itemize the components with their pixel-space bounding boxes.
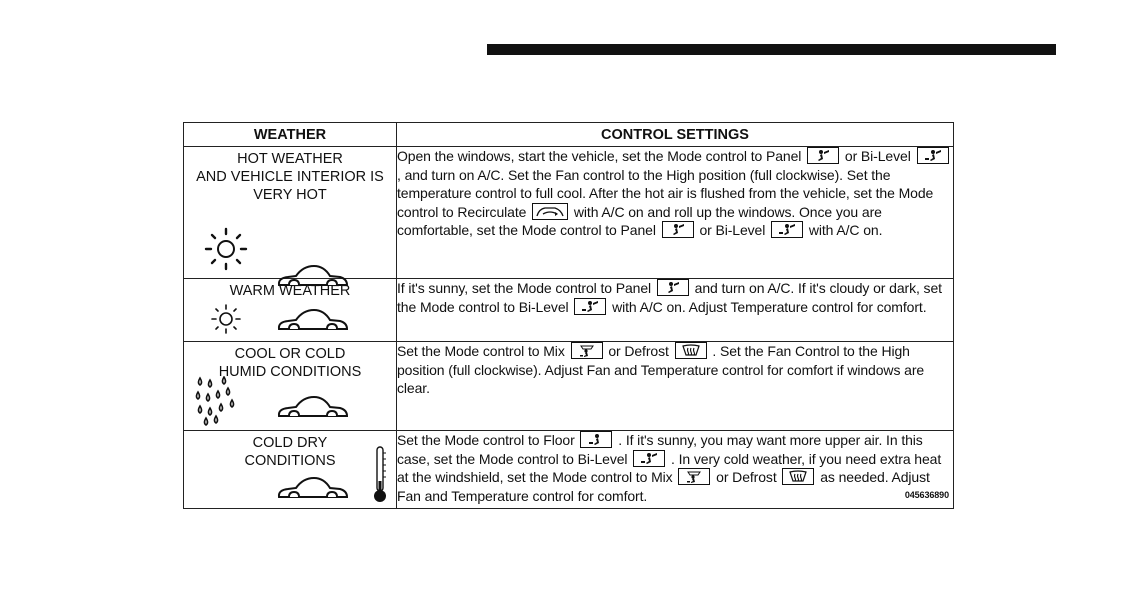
bi-level-mode-icon — [633, 450, 665, 467]
panel-mode-icon — [807, 147, 839, 164]
weather-cell — [184, 279, 397, 342]
sun-icon — [208, 301, 244, 337]
mix-mode-icon — [571, 342, 603, 359]
header-rule — [487, 44, 1056, 55]
weather-cell — [184, 431, 397, 509]
weather-cell — [184, 147, 397, 279]
weather-label: HOT WEATHER AND VEHICLE INTERIOR IS VERY HOT — [196, 151, 384, 203]
bi-level-mode-icon — [574, 298, 606, 315]
bi-level-mode-icon — [771, 221, 803, 238]
car-icon — [276, 307, 350, 337]
table-row — [184, 431, 954, 509]
weather-label: COLD DRY CONDITIONS — [244, 435, 336, 469]
recirculate-mode-icon — [532, 203, 568, 220]
bi-level-mode-icon — [917, 147, 949, 164]
raindrops-icon — [194, 376, 240, 426]
mix-mode-icon — [678, 468, 710, 485]
weather-cell — [184, 342, 397, 431]
table-header-row — [184, 123, 954, 147]
sun-icon — [202, 225, 250, 273]
car-icon — [276, 394, 350, 424]
figure-code: 045636890 — [904, 490, 949, 501]
thermometer-icon — [372, 445, 388, 503]
car-icon — [276, 475, 350, 505]
control-cell: Open the windows, start the vehicle, set the Mode control to Panel or Bi-Level , and turn on A/C. Set the Fan control to the High position (full clockwise). Set the temperature control to full cool. After the hot air is flushed from the vehicle, set the Mode control to Recirculate with A/C on and roll up the windows. Once you are comfortable, set the Mode control to Panel or Bi-Level with A/C on. — [397, 147, 954, 279]
floor-mode-icon — [580, 431, 612, 448]
panel-mode-icon — [657, 279, 689, 296]
defrost-mode-icon — [782, 468, 814, 485]
control-settings-column-header: CONTROL SETTINGS — [397, 123, 954, 147]
panel-mode-icon — [662, 221, 694, 238]
table-row — [184, 279, 954, 342]
table-row — [184, 342, 954, 431]
table-row — [184, 147, 954, 279]
weather-label: COOL OR COLD HUMID CONDITIONS — [218, 346, 362, 380]
control-cell: If it's sunny, set the Mode control to Panel and turn on A/C. If it's cloudy or dark, set the Mode control to Bi-Level with A/C on. Adjust Temperature control for comfort. — [397, 279, 954, 342]
control-cell: Set the Mode control to Floor . If it's sunny, you may want more upper air. In this case, set the Mode control to Bi-Level . In very cold weather, if you need extra heat at the windshield, set the Mode control to Mix or Defrost as needed. Adjust Fan and Temperature control for comfort. 045636890 — [397, 431, 954, 509]
control-cell: Set the Mode control to Mix or Defrost . Set the Fan Control to the High position (full clockwise). Adjust Fan and Temperature control for comfort if windows are clear. — [397, 342, 954, 431]
weather-label: WARM WEATHER — [229, 283, 351, 299]
weather-column-header: WEATHER — [184, 123, 397, 147]
defrost-mode-icon — [675, 342, 707, 359]
climate-control-table — [183, 122, 954, 509]
